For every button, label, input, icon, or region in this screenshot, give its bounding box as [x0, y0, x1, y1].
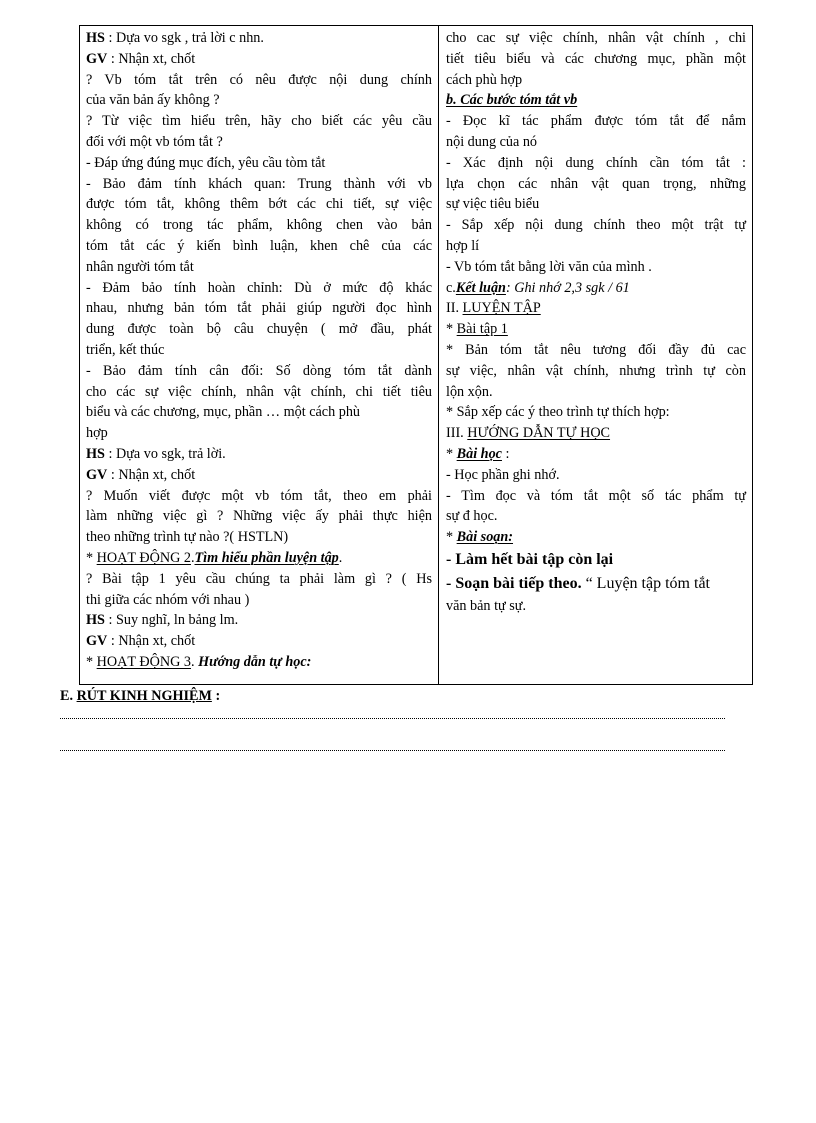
activity-line [86, 153, 432, 174]
content-line [446, 340, 746, 361]
text-run: sự việc, nhân vật chính, nhưng trình tự còn [446, 362, 746, 379]
text-run: theo những trình tự nào ?( HSTLN) [86, 529, 289, 546]
activity-line [86, 278, 432, 299]
content-line [446, 596, 746, 617]
experience-heading: RÚT KINH NGHIỆM [76, 688, 212, 704]
activity-line [86, 215, 432, 236]
text-run: - Làm hết bài tập còn lại [446, 550, 614, 568]
activity-line [86, 590, 432, 611]
content-line [446, 111, 746, 132]
lesson-table [79, 25, 753, 685]
content-line [446, 486, 746, 507]
activity-line [86, 382, 432, 403]
text-run: “ Luyện tập tóm tắt [581, 574, 710, 592]
text-run: Kết luận [455, 279, 506, 296]
content-line [446, 506, 746, 527]
activity-line [86, 631, 432, 652]
text-run: - Vb tóm tắt bằng lời văn của mình . [446, 258, 652, 275]
text-run: biểu và các chương, mục, phần … một cách phù [86, 404, 361, 421]
text-run: sự đ học. [446, 508, 498, 525]
text-run: - Đọc kĩ tác phẩm được tóm tắt để nắm [446, 113, 746, 130]
section-e-prefix: E. [60, 688, 77, 704]
text-run: - Tìm đọc và tóm tắt một số tác phẩm tự [446, 487, 746, 504]
text-run: Hướng dẫn tự học: [198, 653, 312, 670]
content-line [446, 361, 746, 382]
content-line [446, 527, 746, 548]
activity-line [86, 548, 432, 569]
activity-line [86, 506, 432, 527]
content-line [446, 90, 746, 111]
text-run: * Bản tóm tắt nêu tương đối đầy đủ cac [446, 341, 746, 358]
text-run: - Bảo đảm tính khách quan: Trung thành với vb [86, 175, 432, 192]
content-line [446, 319, 746, 340]
text-run: dung được toàn bộ câu chuyện ( mở đầu, phát [86, 321, 432, 338]
text-run: - Soạn bài tiếp theo. [446, 574, 582, 592]
text-run: * [86, 549, 97, 566]
content-line [446, 298, 746, 319]
content-line [446, 423, 746, 444]
text-run: HS [86, 30, 105, 46]
text-run: II. [446, 300, 463, 317]
activity-line [86, 298, 432, 319]
text-run: : Nhận xt, chốt [107, 50, 196, 67]
text-run: - Xác định nội dung chính cần tóm tắt : [446, 154, 746, 171]
content-line [446, 153, 746, 174]
text-run: - Đảm bảo tính hoàn chỉnh: Dù ở mức độ khác [86, 279, 432, 296]
content-line [446, 548, 746, 572]
text-run: - Đáp ứng đúng mục đích, yêu cầu tòm tắt [86, 154, 326, 171]
text-run: không có trong tác phẩm, không chen vào bản [86, 217, 432, 234]
text-run: được tóm tắt, không thêm bớt các chi tiết, sự việc [86, 196, 432, 213]
content-line [446, 174, 746, 195]
activity-line [86, 257, 432, 278]
activity-line [86, 319, 432, 340]
lesson-content-column [439, 26, 752, 684]
text-run: Bài tập 1 [456, 321, 508, 338]
text-run: HS [86, 612, 105, 629]
text-run: cho các sự việc chính, nhân vật chính, chi tiết tiêu [86, 383, 432, 400]
content-line [446, 572, 746, 596]
activity-line [86, 90, 432, 111]
activity-line [86, 340, 432, 361]
text-run: . [338, 549, 343, 566]
content-line [446, 194, 746, 215]
content-line [446, 215, 746, 236]
text-run: cách phù hợp [446, 71, 523, 88]
text-run: văn bản tự sự. [446, 597, 526, 614]
dotted-writing-line [60, 748, 725, 751]
text-run: LUYỆN TẬP [462, 300, 541, 317]
text-run: * [446, 529, 457, 546]
text-run: ? Từ việc tìm hiểu trên, hãy cho biết các yêu cầu [86, 113, 432, 130]
text-run: Bài học [456, 445, 502, 462]
activity-line [86, 527, 432, 548]
text-run: đối với một vb tóm tắt ? [86, 133, 223, 150]
content-line [446, 70, 746, 91]
text-run: b. Các bước tóm tắt vb [446, 92, 578, 109]
text-run: . [190, 653, 199, 670]
content-line [446, 28, 746, 49]
content-line [446, 444, 746, 465]
text-run: - Học phần ghi nhớ. [446, 466, 560, 483]
text-run: nhau, nhưng bản tóm tắt phải giúp người đọc hình [86, 300, 432, 317]
text-run: lộn xộn. [446, 383, 493, 400]
text-run: GV [86, 633, 108, 650]
text-run: ? Muốn viết được một vb tóm tắt, theo em phải [86, 487, 432, 504]
content-line [446, 132, 746, 153]
text-run: : [501, 445, 510, 462]
activity-line [86, 236, 432, 257]
text-run: ? Bài tập 1 yêu cầu chúng ta phải làm gì ? ( Hs [86, 570, 432, 587]
activity-line [86, 610, 432, 631]
text-run: HOẠT ĐỘNG 3 [96, 653, 191, 670]
text-run: Tìm hiểu phần luyện tập [194, 549, 339, 566]
text-run: ? Vb tóm tắt trên có nêu được nội dung chính [86, 71, 432, 88]
content-line [446, 257, 746, 278]
text-run: * [446, 321, 457, 338]
activity-line [86, 486, 432, 507]
activity-line [86, 174, 432, 195]
text-run: thi giữa các nhóm với nhau ) [86, 591, 250, 608]
text-run: làm những việc gì ? Những việc ấy phải thực hiện [86, 508, 432, 525]
text-run: hợp [86, 425, 108, 442]
experience-section [60, 686, 740, 707]
text-run: HS [86, 445, 105, 462]
dotted-writing-line [60, 716, 725, 719]
activity-line [86, 652, 432, 673]
activity-line [86, 132, 432, 153]
text-run: tiết tiêu biểu và các chương mục, phần một [446, 50, 746, 67]
text-run: - Sắp xếp nội dung chính theo một trật tự [446, 217, 746, 234]
text-run: : Suy nghĩ, ln bảng lm. [104, 612, 239, 629]
text-run: * [446, 445, 457, 462]
text-run: tóm tắt các ý kiến bình luận, khen chê của các [86, 237, 432, 254]
content-line [446, 278, 746, 299]
activity-line [86, 402, 432, 423]
activity-line [86, 423, 432, 444]
text-run: c. [446, 279, 456, 296]
activity-line [86, 194, 432, 215]
text-run: sự việc tiêu biểu [446, 196, 540, 213]
text-run: : Dựa vo sgk, trả lời. [104, 445, 226, 462]
text-run: GV [86, 466, 108, 483]
content-line [446, 49, 746, 70]
text-run: - Bảo đảm tính cân đối: Số dòng tóm tắt dành [86, 362, 432, 379]
text-run: * [86, 653, 97, 670]
text-run: nhân người tóm tắt [86, 258, 194, 275]
text-run: : Nhận xt, chốt [107, 633, 196, 650]
text-run: lựa chọn các nhân vật quan trọng, những [446, 175, 746, 192]
content-line [446, 382, 746, 403]
activity-line [86, 49, 432, 70]
text-run: HOẠT ĐỘNG 2 [96, 549, 191, 566]
text-run: nội dung của nó [446, 133, 538, 150]
text-run: . [190, 549, 195, 566]
text-run: III. [446, 425, 468, 442]
text-run: : Dựa vo sgk , trả lời c nhn. [104, 30, 264, 46]
activity-line [86, 28, 432, 49]
text-run: cho cac sự việc chính, nhân vật chính , chi [446, 30, 746, 46]
content-line [446, 236, 746, 257]
text-run: HƯỚNG DẪN TỰ HỌC [467, 425, 611, 442]
activity-line [86, 70, 432, 91]
text-run: : Ghi nhớ 2,3 sgk / 61 [505, 279, 630, 296]
text-run: * Sắp xếp các ý theo trình tự thích hợp: [446, 404, 670, 421]
content-line [446, 465, 746, 486]
text-run: triển, kết thúc [86, 341, 165, 358]
text-run: GV [86, 50, 108, 67]
text-run: hợp lí [446, 237, 480, 254]
content-line [446, 402, 746, 423]
teacher-student-activities-column [80, 26, 439, 684]
section-e-suffix: : [211, 688, 221, 704]
text-run: : Nhận xt, chốt [107, 466, 196, 483]
activity-line [86, 569, 432, 590]
activity-line [86, 465, 432, 486]
activity-line [86, 444, 432, 465]
activity-line [86, 111, 432, 132]
text-run: của văn bản ấy không ? [86, 92, 220, 109]
activity-line [86, 361, 432, 382]
text-run: Bài soạn: [456, 529, 514, 546]
